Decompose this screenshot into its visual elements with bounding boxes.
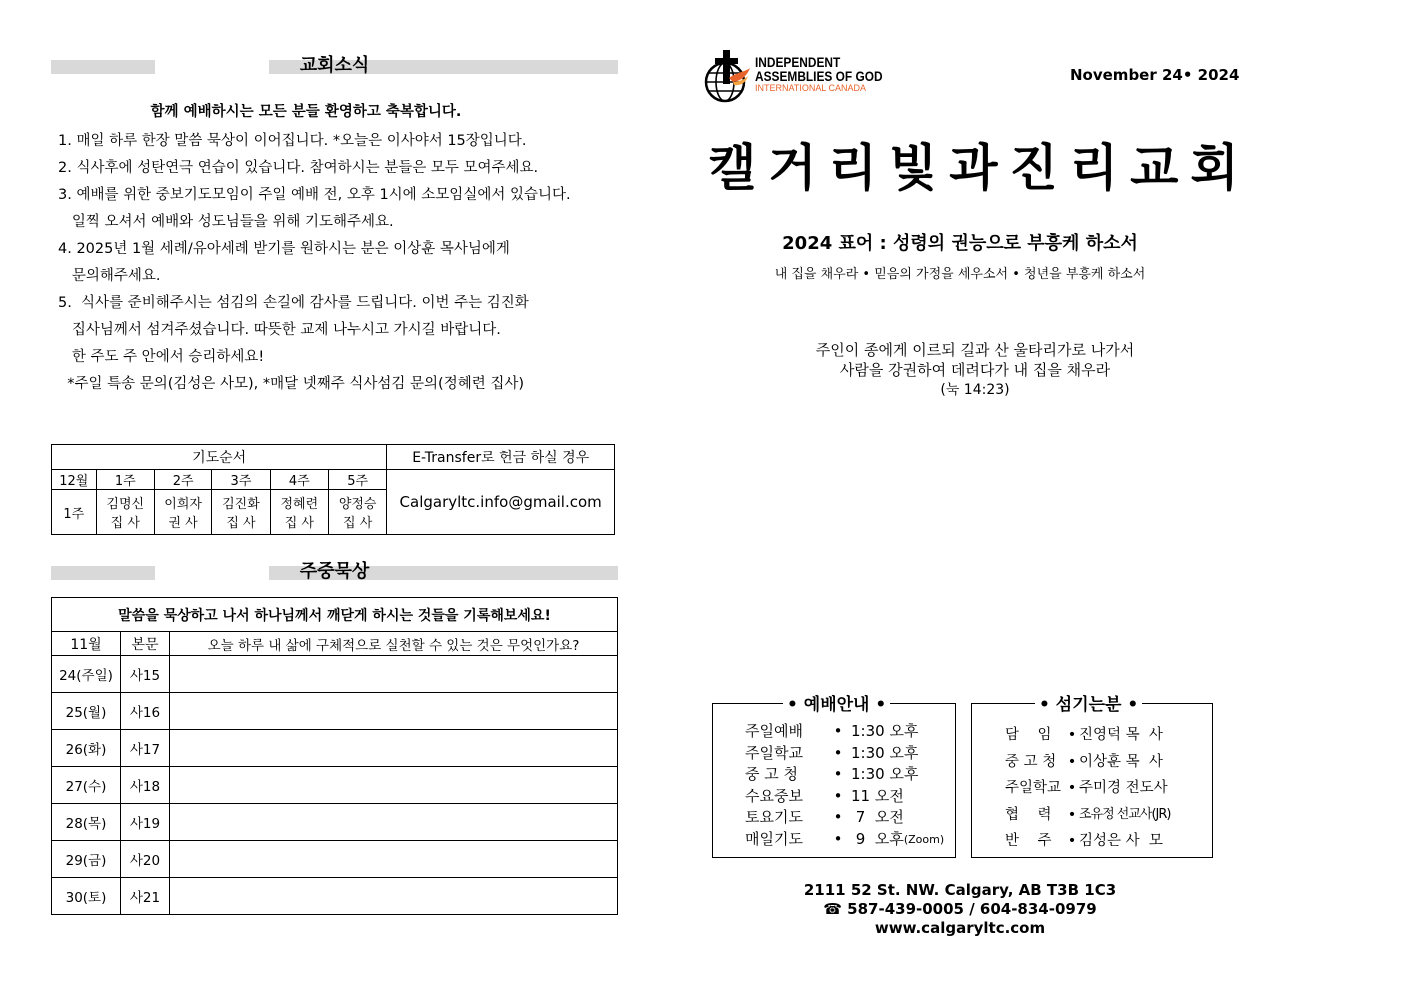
servant-role: 협 력 [1005, 806, 1052, 823]
table-row [52, 693, 618, 730]
servant-name: 진영덕 목 사 [1079, 727, 1163, 743]
table-row [52, 656, 618, 693]
row-date: 30(토) [52, 878, 121, 915]
meditation-instruction: 말씀을 묵상하고 나서 하나님께서 깨닫게 하시는 것들을 기록해보세요! [52, 598, 618, 632]
etransfer-header: E-Transfer로 헌금 하실 경우 [387, 445, 615, 470]
list-item [745, 743, 944, 765]
list-item [745, 807, 944, 829]
prayer-month: 12월 [52, 470, 97, 490]
row-answer[interactable] [170, 693, 618, 730]
list-item [1005, 775, 1171, 802]
row-answer[interactable] [170, 841, 618, 878]
church-address [700, 881, 1220, 938]
person-name: 김명신 [106, 497, 145, 512]
meditation-title: 주중묵상 [299, 561, 370, 582]
worship-name: 매일기도 [745, 829, 803, 848]
row-text: 사19 [121, 804, 170, 841]
worship-name: 토요기도 [745, 808, 803, 826]
verse-line: 사람을 강권하여 데려다가 내 집을 채우라 [839, 361, 1111, 379]
servant-sep: • [1067, 753, 1077, 770]
prayer-person [270, 490, 328, 535]
news-title: 교회소식 [299, 55, 370, 76]
row-answer[interactable] [170, 767, 618, 804]
logo-line1: INDEPENDENT [755, 54, 841, 70]
worship-sep: • [833, 786, 843, 805]
worship-list [745, 721, 944, 850]
servant-sep: • [1067, 727, 1077, 743]
servant-sep: • [1067, 806, 1077, 823]
prayer-week: 2주 [154, 470, 211, 490]
row-date: 26(화) [52, 730, 121, 767]
worship-time: 11 오전 [851, 786, 904, 805]
servants-title: • 섬기는분 • [1035, 690, 1142, 715]
list-item [745, 786, 944, 808]
servants-list [1005, 722, 1171, 855]
list-item [745, 829, 944, 851]
row-date: 25(월) [52, 693, 121, 730]
worship-time: 9 오후 [851, 829, 904, 848]
prayer-row-label: 1주 [52, 490, 97, 535]
servant-role: 중 고 청 [1005, 753, 1057, 770]
row-text: 사18 [121, 767, 170, 804]
person-title: 권 사 [168, 516, 198, 531]
news-line: 1. 매일 하루 한장 말씀 묵상이 이어집니다. *오늘은 이사야서 15장입니다. [58, 133, 527, 149]
person-name: 이희자 [164, 497, 202, 512]
church-name: 캘거리빛과진리교회 [708, 139, 1251, 197]
address-phone: ☎ 587-439-0005 / 604-834-0979 [823, 900, 1097, 918]
worship-name: 주일학교 [745, 743, 803, 762]
verse-ref: (눅 14:23) [940, 382, 1010, 398]
prayer-person [212, 490, 270, 535]
table-row [52, 730, 618, 767]
row-answer[interactable] [170, 878, 618, 915]
row-text: 사15 [121, 656, 170, 693]
worship-note: (Zoom) [903, 832, 945, 846]
row-date: 28(목) [52, 804, 121, 841]
news-line: *주일 특송 문의(김성은 사모), *매달 넷째주 식사섬김 문의(정혜련 집사) [58, 376, 525, 392]
logo-line2: ASSEMBLIES OF GOD [755, 68, 883, 84]
worship-sep: • [833, 765, 843, 783]
news-line: 한 주도 주 안에서 승리하세요! [58, 349, 265, 365]
prayer-person [96, 490, 154, 535]
servant-sep: • [1067, 833, 1077, 849]
address-street: 2111 52 St. NW. Calgary, AB T3B 1C3 [803, 881, 1117, 899]
logo-line3: INTERNATIONAL CANADA [755, 83, 867, 93]
worship-name: 주일예배 [745, 722, 803, 740]
row-text: 사17 [121, 730, 170, 767]
prayer-table [51, 444, 615, 535]
worship-name: 중 고 청 [745, 765, 799, 783]
servant-role: 담 임 [1005, 727, 1052, 743]
news-line: 4. 2025년 1월 세례/유아세례 받기를 원하시는 분은 이상훈 목사님에게 [58, 241, 510, 257]
news-line: 3. 예배를 위한 중보기도모임이 주일 예배 전, 오후 1시에 소모임실에서 있습니다. [58, 187, 571, 203]
motto-sub: 내 집을 채우라 • 믿음의 가정을 세우소서 • 청년을 부흥케 하소서 [774, 267, 1146, 282]
worship-sep: • [833, 743, 843, 762]
address-web[interactable]: www.calgaryltc.com [874, 919, 1046, 937]
prayer-week: 1주 [96, 470, 154, 490]
row-text: 사21 [121, 878, 170, 915]
worship-sep: • [833, 808, 843, 826]
worship-sep: • [833, 829, 843, 848]
list-item [1005, 749, 1171, 776]
worship-time: 1:30 오후 [851, 765, 919, 783]
worship-time: 7 오전 [851, 808, 904, 826]
worship-title: • 예배안내 • [783, 690, 890, 715]
news-line: 2. 식사후에 성탄연극 연습이 있습니다. 참여하시는 분들은 모두 모여주세요. [58, 160, 539, 176]
row-text: 사20 [121, 841, 170, 878]
person-title: 집 사 [110, 516, 140, 531]
row-text: 사16 [121, 693, 170, 730]
scripture-verse [700, 340, 1250, 400]
col-month: 11월 [52, 632, 121, 656]
person-name: 양정승 [338, 497, 377, 512]
meditation-table [51, 597, 618, 915]
aog-logo-text [755, 55, 905, 93]
servant-sep: • [1067, 780, 1077, 796]
person-title: 집 사 [284, 516, 314, 531]
servant-name: 이상훈 목 사 [1079, 753, 1163, 770]
row-answer[interactable] [170, 656, 618, 693]
servant-role: 반 주 [1005, 833, 1052, 849]
worship-name: 수요중보 [745, 786, 803, 805]
row-date: 24(주일) [52, 656, 121, 693]
list-item [1005, 722, 1171, 749]
verse-line: 주인이 종에게 이르되 길과 산 울타리가로 나가서 [815, 341, 1135, 359]
news-line: 5. 식사를 준비해주시는 섬김의 손길에 감사를 드립니다. 이번 주는 김진화 [58, 295, 529, 311]
list-item [745, 764, 944, 786]
servant-name: 조유정 선교사(JR) [1079, 806, 1171, 822]
col-question: 오늘 하루 내 삶에 구체적으로 실천할 수 있는 것은 무엇인가요? [170, 632, 618, 656]
worship-time: 1:30 오후 [851, 743, 919, 762]
col-text: 본문 [121, 632, 170, 656]
welcome-text: 함께 예배하시는 모든 분들 환영하고 축복합니다. [150, 104, 462, 120]
news-list [58, 128, 571, 398]
servant-name: 주미경 전도사 [1079, 780, 1168, 796]
news-line: 문의해주세요. [58, 268, 161, 284]
prayer-person [328, 490, 386, 535]
meditation-section-header [51, 561, 618, 582]
person-title: 집 사 [343, 516, 373, 531]
prayer-week: 5주 [328, 470, 386, 490]
person-title: 집 사 [226, 516, 256, 531]
row-date: 27(수) [52, 767, 121, 804]
table-row [52, 767, 618, 804]
person-name: 정혜련 [280, 497, 319, 512]
list-item [1005, 802, 1171, 829]
news-line: 일찍 오셔서 예배와 성도님들을 위해 기도해주세요. [58, 214, 394, 230]
table-row [52, 841, 618, 878]
aog-logo [703, 48, 753, 104]
globe-cross-icon [703, 48, 753, 104]
etransfer-email: Calgaryltc.info@gmail.com [387, 470, 615, 535]
prayer-header: 기도순서 [52, 445, 387, 470]
prayer-week: 4주 [270, 470, 328, 490]
row-answer[interactable] [170, 804, 618, 841]
worship-sep: • [833, 722, 843, 740]
servant-name: 김성은 사 모 [1079, 833, 1163, 849]
list-item [1005, 828, 1171, 855]
row-date: 29(금) [52, 841, 121, 878]
list-item [745, 721, 944, 743]
news-line: 집사님께서 섬겨주셨습니다. 따뜻한 교제 나누시고 가시길 바랍니다. [58, 322, 501, 338]
bulletin-date: November 24• 2024 [1070, 66, 1240, 84]
worship-time: 1:30 오후 [851, 722, 919, 740]
table-row [52, 804, 618, 841]
servant-role: 주일학교 [1005, 780, 1062, 796]
person-name: 김진화 [222, 497, 260, 512]
table-row [52, 878, 618, 915]
row-answer[interactable] [170, 730, 618, 767]
news-section-header [51, 55, 618, 76]
prayer-person [154, 490, 211, 535]
prayer-week: 3주 [212, 470, 270, 490]
motto-main: 2024 표어 : 성령의 권능으로 부흥케 하소서 [782, 233, 1138, 254]
